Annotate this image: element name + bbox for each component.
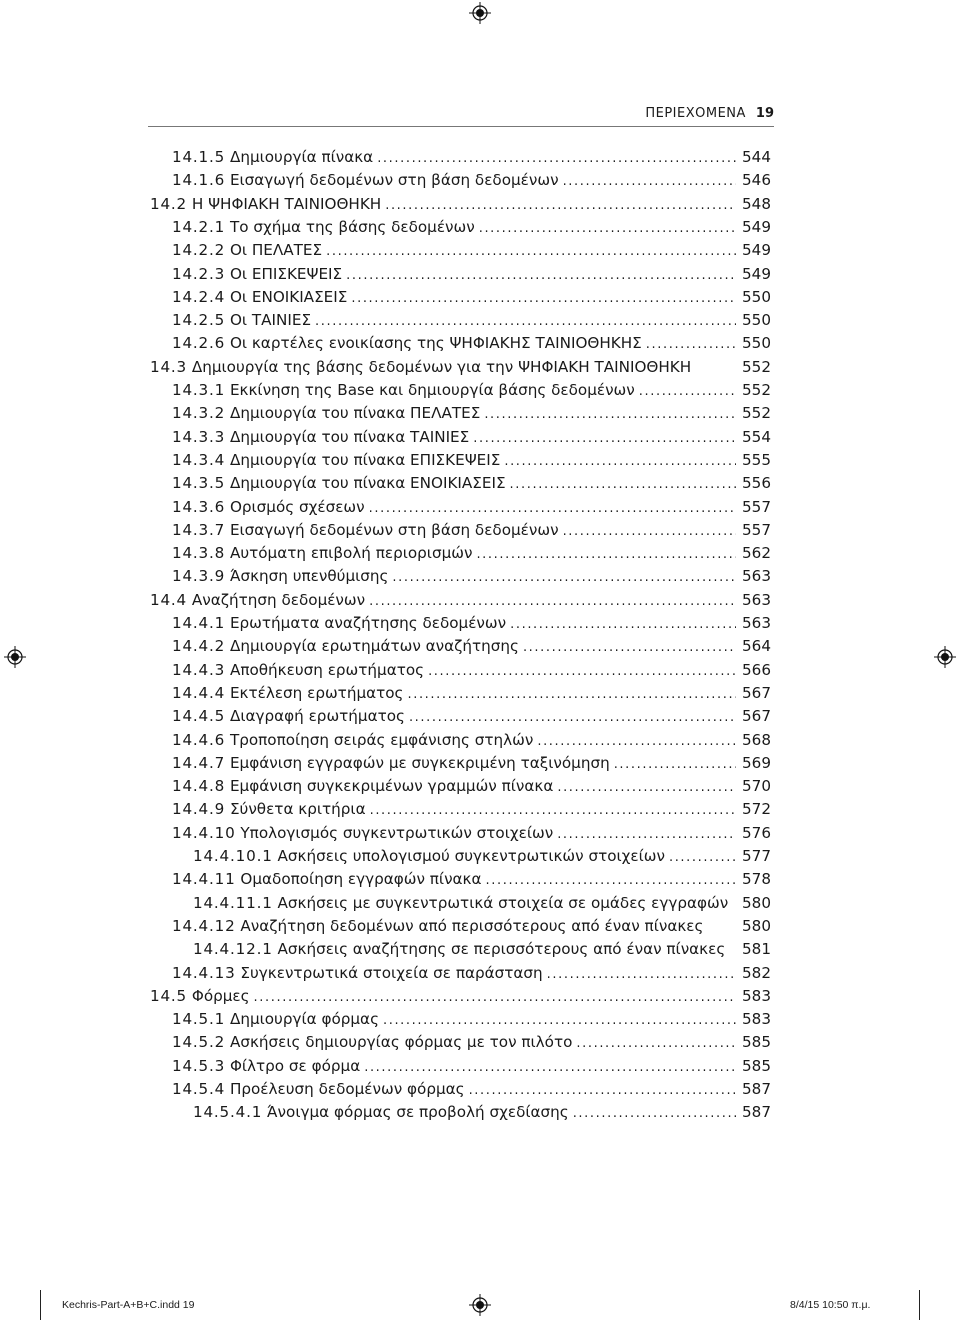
toc-entry — [172, 658, 771, 682]
dot-leader — [484, 401, 736, 427]
dot-leader — [476, 541, 736, 567]
toc-entry-page: 556 — [742, 474, 771, 493]
toc-entry-page: 563 — [742, 590, 771, 609]
toc-entry-number: 14.5.4 — [172, 1080, 226, 1098]
toc-entry-title: Το σχήμα της βάσης δεδομένων — [229, 217, 475, 236]
toc-entry — [150, 984, 771, 1008]
toc-entry-number: 14.2.4 — [172, 287, 226, 306]
registration-mark-icon — [469, 1294, 491, 1316]
dot-leader — [370, 797, 736, 823]
toc-entry-title: Δημιουργία της βάσης δεδομένων για την ΨΗΦΙΑΚΗ ΤΑΙΝΙΟΘΗΚΗ — [191, 357, 692, 376]
toc-entry-number: 14.5.4.1 — [193, 1103, 263, 1122]
toc-entry-number: 14.4.10.1 — [193, 847, 273, 865]
page-number: 19 — [755, 106, 774, 121]
toc-entry-page: 557 — [742, 497, 771, 516]
toc-entry-title: Εισαγωγή δεδομένων στη βάση δεδομένων — [229, 520, 559, 539]
dot-leader — [669, 844, 736, 870]
registration-mark-icon — [4, 646, 26, 668]
crop-mark — [919, 1290, 920, 1320]
dot-leader — [523, 634, 736, 660]
toc-entry-page: 566 — [742, 660, 771, 679]
toc-entry — [172, 401, 771, 425]
toc-entry-title: Εμφάνιση εγγραφών με συγκεκριμένη ταξινόμηση — [229, 753, 610, 772]
toc-entry — [172, 238, 771, 262]
toc-entry-title: Εκκίνηση της Base και δημιουργία βάσης δεδομένων — [229, 381, 635, 399]
toc-entry-title: Φίλτρο σε φόρμα — [229, 1056, 361, 1075]
toc-entry — [172, 728, 771, 752]
toc-entry-title: Εμφάνιση συγκεκριμένων γραμμών πίνακα — [229, 777, 554, 796]
dot-leader — [351, 285, 736, 311]
toc-entry-number: 14.3.1 — [172, 381, 226, 399]
toc-entry-page: 550 — [742, 311, 771, 330]
toc-entry — [193, 937, 771, 961]
toc-entry-page: 577 — [742, 847, 771, 865]
toc-entry-number: 14.4.4 — [172, 683, 226, 702]
toc-entry — [172, 751, 771, 775]
toc-entry-page: 544 — [742, 148, 771, 166]
toc-entry-page: 576 — [742, 823, 771, 842]
dot-leader — [510, 611, 736, 637]
toc-entry — [172, 495, 771, 519]
toc-entry-title: Δημιουργία του πίνακα ΠΕΛΑΤΕΣ — [229, 404, 481, 423]
toc-entry-number: 14.2.2 — [172, 241, 226, 260]
toc-entry — [172, 378, 771, 402]
toc-entry — [172, 215, 771, 239]
dot-leader — [510, 471, 736, 497]
toc-entry-title: Τροποποίηση σειράς εμφάνισης στηλών — [229, 730, 534, 749]
dot-leader — [504, 448, 736, 474]
toc-entry-page: 549 — [742, 241, 771, 260]
running-header — [600, 106, 774, 121]
toc-entry-page: 552 — [742, 381, 771, 399]
header-title: ΠΕΡΙΕΧΟΜΕΝΑ — [645, 106, 746, 121]
toc-entry-number: 14.4.9 — [172, 800, 226, 819]
dot-leader — [364, 1054, 736, 1080]
toc-entry-page: 580 — [742, 916, 771, 935]
toc-entry-page: 554 — [742, 427, 771, 446]
toc-entry — [172, 611, 771, 635]
toc-entry-page: 550 — [742, 287, 771, 306]
toc-entry-title: Εκτέλεση ερωτήματος — [229, 683, 404, 702]
dot-leader — [563, 518, 736, 544]
toc-entry — [172, 285, 771, 309]
toc-entry-number: 14.2.1 — [172, 217, 226, 236]
toc-entry-number: 14.3.2 — [172, 404, 226, 423]
toc-entry-number: 14.2.3 — [172, 264, 226, 283]
toc-entry-number: 14.3.9 — [172, 567, 226, 586]
toc-entry-page: 572 — [742, 800, 771, 819]
toc-entry-page: 583 — [742, 986, 771, 1005]
toc-entry — [172, 774, 771, 798]
toc-entry-page: 557 — [742, 520, 771, 539]
dot-leader — [557, 821, 736, 847]
toc-entry-page: 562 — [742, 544, 771, 563]
toc-entry-page: 580 — [742, 893, 771, 912]
toc-entry-title: Ομαδοποίηση εγγραφών πίνακα — [240, 870, 482, 889]
toc-entry-number: 14.2.6 — [172, 334, 226, 353]
toc-entry-page: 555 — [742, 450, 771, 469]
dot-leader — [537, 728, 736, 754]
toc-entry-number: 14.4.12.1 — [193, 940, 273, 959]
toc-entry-title: Οι καρτέλες ενοικίασης της ΨΗΦΙΑΚΗΣ ΤΑΙΝΙΟΘΗΚΗΣ — [229, 334, 642, 353]
dot-leader — [407, 681, 736, 707]
toc-entry-title: Αυτόματη επιβολή περιορισμών — [229, 544, 473, 563]
toc-entry-number: 14.4.13 — [172, 963, 236, 982]
toc-entry-title: Άνοιγμα φόρμας σε προβολή σχεδίασης — [267, 1103, 569, 1122]
toc-entry-number: 14.4.2 — [172, 637, 226, 656]
toc-entry-title: Φόρμες — [191, 986, 250, 1005]
toc-entry-number: 14.3.7 — [172, 520, 226, 539]
toc-entry-page: 563 — [742, 567, 771, 586]
dot-leader — [469, 1077, 736, 1103]
toc-entry-title: Δημιουργία ερωτημάτων αναζήτησης — [229, 637, 519, 656]
toc-entry-title: Δημιουργία του πίνακα ΕΝΟΙΚΙΑΣΕΙΣ — [229, 474, 506, 493]
dot-leader — [486, 867, 736, 893]
toc-entry — [150, 355, 771, 379]
toc-entry-title: Αναζήτηση δεδομένων από περισσότερους από έναν πίνακες — [240, 916, 704, 935]
dot-leader — [473, 425, 736, 451]
toc-entry-title: Ασκήσεις δημιουργίας φόρμας με τον πιλότο — [229, 1033, 573, 1052]
toc-entry-number: 14.4.7 — [172, 753, 226, 772]
dot-leader — [573, 1100, 736, 1126]
toc-entry-number: 14.3.6 — [172, 497, 226, 516]
crop-mark — [40, 1290, 41, 1320]
toc-entry — [172, 308, 771, 332]
toc-entry-number: 14.4 — [150, 590, 188, 609]
toc-entry-page: 585 — [742, 1056, 771, 1075]
toc-entry-number: 14.4.8 — [172, 777, 226, 796]
toc-entry-page: 549 — [742, 264, 771, 283]
dot-leader — [369, 495, 736, 521]
toc-entry — [150, 192, 771, 216]
toc-entry-number: 14.1.5 — [172, 148, 226, 166]
toc-entry — [172, 331, 771, 355]
toc-entry-title: Εισαγωγή δεδομένων στη βάση δεδομένων — [229, 171, 559, 190]
toc-entry — [172, 1054, 771, 1078]
toc-entry-page: 581 — [742, 940, 771, 959]
toc-entry-number: 14.4.1 — [172, 614, 226, 632]
toc-entry — [172, 262, 771, 286]
toc-entry-page: 567 — [742, 683, 771, 702]
toc-entry — [193, 891, 771, 915]
slug-filename: Kechris-Part-A+B+C.indd 19 — [62, 1299, 195, 1311]
dot-leader — [646, 331, 736, 357]
toc-entry — [172, 541, 771, 565]
dot-leader — [385, 192, 736, 218]
dot-leader — [576, 1030, 736, 1056]
toc-entry-title: Δημιουργία πίνακα — [229, 148, 374, 166]
dot-leader — [479, 215, 736, 241]
toc-entry-number: 14.4.12 — [172, 916, 236, 935]
toc-entry — [172, 1077, 771, 1101]
toc-entry-page: 585 — [742, 1033, 771, 1052]
toc-entry-title: Δημιουργία του πίνακα ΤΑΙΝΙΕΣ — [229, 427, 470, 446]
toc-entry-number: 14.3.5 — [172, 474, 226, 493]
toc-entry-title: Ασκήσεις με συγκεντρωτικά στοιχεία σε ομάδες εγγραφών — [277, 893, 729, 912]
toc-entry-page: 550 — [742, 334, 771, 353]
toc-entry-number: 14.1.6 — [172, 171, 226, 190]
toc-entry-number: 14.3 — [150, 357, 188, 376]
toc-entry — [172, 961, 771, 985]
header-rule — [148, 126, 774, 127]
toc-entry-title: Οι ΠΕΛΑΤΕΣ — [229, 241, 323, 260]
toc-entry-number: 14.3.4 — [172, 450, 226, 469]
toc-entry — [172, 145, 771, 169]
toc-entry-title: Ερωτήματα αναζήτησης δεδομένων — [229, 614, 507, 632]
toc-entry — [172, 914, 771, 938]
toc-entry-page: 546 — [742, 171, 771, 190]
toc-entry — [172, 704, 771, 728]
dot-leader — [563, 168, 736, 194]
toc-entry-page: 549 — [742, 217, 771, 236]
toc-entry-number: 14.2 — [150, 194, 188, 213]
toc-entry-title: Οι ΤΑΙΝΙΕΣ — [229, 311, 312, 330]
toc-entry-title: Προέλευση δεδομένων φόρμας — [229, 1080, 465, 1098]
toc-entry — [172, 518, 771, 542]
dot-leader — [392, 564, 736, 590]
toc-entry — [172, 634, 771, 658]
toc-entry-page: 569 — [742, 753, 771, 772]
dot-leader — [383, 1007, 736, 1033]
toc-entry-page: 552 — [742, 357, 771, 376]
toc-entry-number: 14.4.6 — [172, 730, 226, 749]
dot-leader — [639, 378, 736, 404]
toc-entry-page: 552 — [742, 404, 771, 423]
toc-entry-title: Αποθήκευση ερωτήματος — [229, 660, 425, 679]
toc-entry-title: Υπολογισμός συγκεντρωτικών στοιχείων — [240, 823, 554, 842]
toc-entry — [172, 797, 771, 821]
toc-entry-title: Η ΨΗΦΙΑΚΗ ΤΑΙΝΙΟΘΗΚΗ — [191, 194, 382, 213]
toc-entry-number: 14.5.2 — [172, 1033, 226, 1052]
toc-entry — [172, 425, 771, 449]
dot-leader — [254, 984, 736, 1010]
slug-date: 8/4/15 10:50 π.μ. — [790, 1299, 871, 1311]
toc-entry — [172, 821, 771, 845]
toc-entry-page: 587 — [742, 1103, 771, 1122]
toc-entry — [172, 1007, 771, 1031]
toc-entry-title: Αναζήτηση δεδομένων — [191, 590, 366, 609]
toc-entry — [172, 564, 771, 588]
toc-entry-number: 14.4.5 — [172, 707, 226, 726]
toc-entry-title: Οι ΕΠΙΣΚΕΨΕΙΣ — [229, 264, 343, 283]
registration-mark-icon — [469, 2, 491, 24]
toc-entry-title: Ορισμός σχέσεων — [229, 497, 365, 516]
dot-leader — [547, 961, 736, 987]
toc-entry — [172, 471, 771, 495]
toc-entry-number: 14.4.10 — [172, 823, 236, 842]
toc-entry-page: 587 — [742, 1080, 771, 1098]
toc-entry-page: 578 — [742, 870, 771, 889]
toc-entry-number: 14.5 — [150, 986, 188, 1005]
toc-entry-page: 568 — [742, 730, 771, 749]
toc-entry-title: Ασκήσεις υπολογισμού συγκεντρωτικών στοιχείων — [277, 847, 665, 865]
dot-leader — [326, 238, 736, 264]
dot-leader — [614, 751, 736, 777]
toc-entry-page: 570 — [742, 777, 771, 796]
toc-entry-number: 14.3.3 — [172, 427, 226, 446]
toc-entry-title: Οι ΕΝΟΙΚΙΑΣΕΙΣ — [229, 287, 348, 306]
toc-entry-title: Διαγραφή ερωτήματος — [229, 707, 405, 726]
toc-entry-title: Άσκηση υπενθύμισης — [229, 567, 389, 586]
dot-leader — [377, 145, 736, 171]
toc-entry-page: 564 — [742, 637, 771, 656]
toc-entry-number: 14.2.5 — [172, 311, 226, 330]
dot-leader — [346, 262, 736, 288]
toc-entry-page: 548 — [742, 194, 771, 213]
toc-entry-number: 14.5.3 — [172, 1056, 226, 1075]
toc-entry-page: 563 — [742, 614, 771, 632]
toc-entry-page: 567 — [742, 707, 771, 726]
dot-leader — [409, 704, 736, 730]
toc-entry-number: 14.4.11.1 — [193, 893, 273, 912]
toc-entry-number: 14.5.1 — [172, 1010, 226, 1029]
toc-entry — [172, 448, 771, 472]
toc-entry — [150, 588, 771, 612]
toc-entry — [172, 867, 771, 891]
toc-entry-title: Ασκήσεις αναζήτησης σε περισσότερους από έναν πίνακες — [277, 940, 726, 959]
dot-leader — [557, 774, 736, 800]
toc-entry — [172, 168, 771, 192]
toc-entry — [172, 681, 771, 705]
toc-entry-title: Συγκεντρωτικά στοιχεία σε παράσταση — [240, 963, 543, 982]
toc-entry — [193, 1100, 771, 1124]
toc-entry-title: Σύνθετα κριτήρια — [229, 800, 366, 819]
toc-entry-title: Δημιουργία του πίνακα ΕΠΙΣΚΕΨΕΙΣ — [229, 450, 501, 469]
toc-entry-number: 14.4.11 — [172, 870, 236, 889]
dot-leader — [315, 308, 736, 334]
toc-entry — [193, 844, 771, 868]
toc-entry-title: Δημιουργία φόρμας — [229, 1010, 379, 1029]
toc-entry-number: 14.4.3 — [172, 660, 226, 679]
toc-entry-page: 582 — [742, 963, 771, 982]
toc-entry-page: 583 — [742, 1010, 771, 1029]
dot-leader — [428, 658, 736, 684]
toc-entry — [172, 1030, 771, 1054]
toc-entry-number: 14.3.8 — [172, 544, 226, 563]
registration-mark-icon — [934, 646, 956, 668]
dot-leader — [369, 588, 736, 614]
